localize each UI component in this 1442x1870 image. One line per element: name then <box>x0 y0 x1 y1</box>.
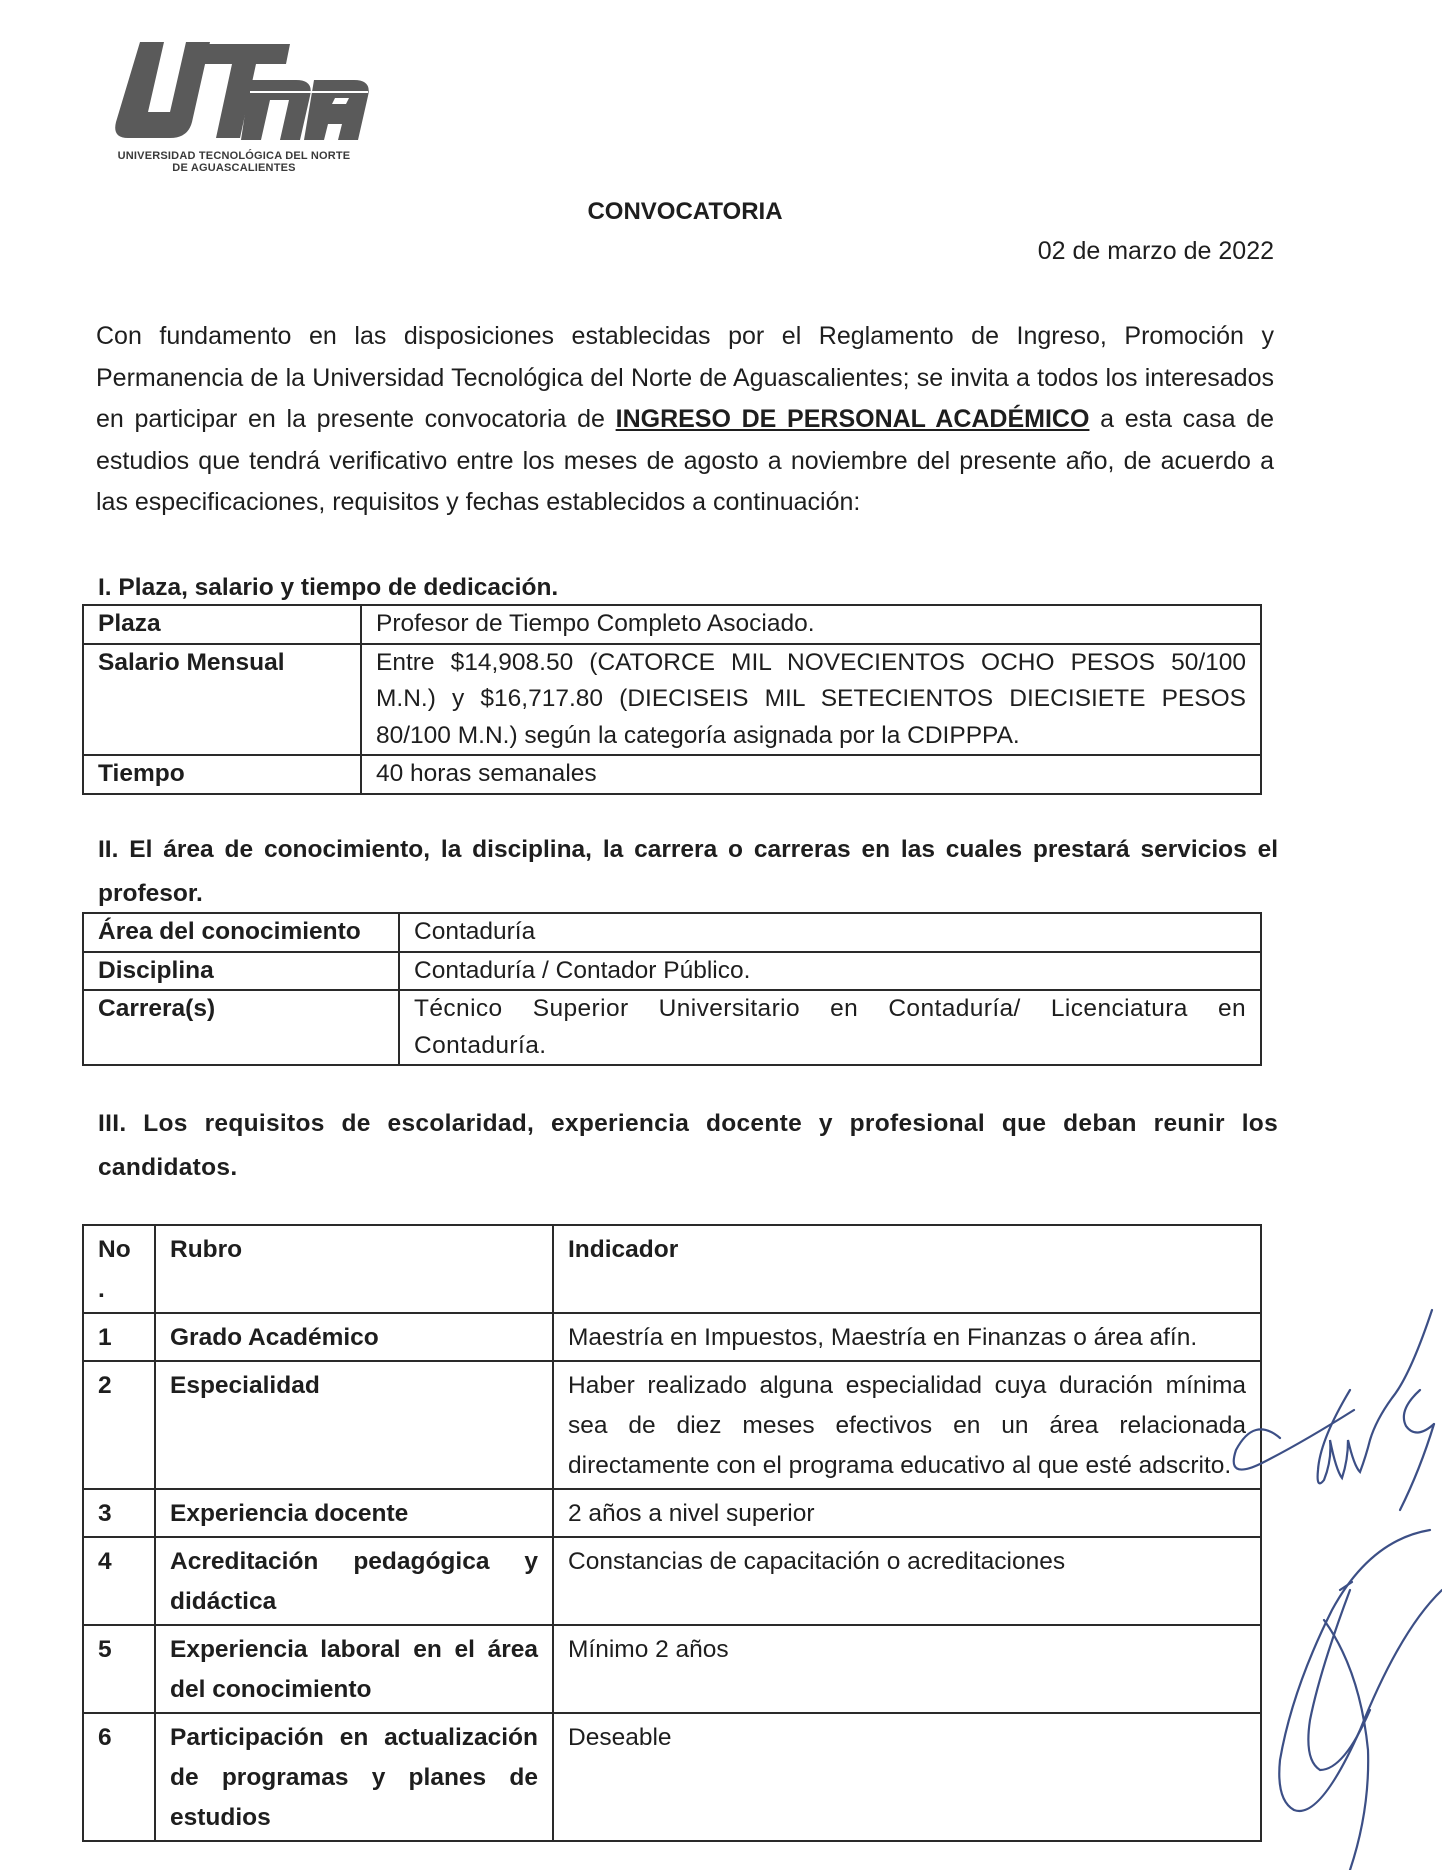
row-value: Entre $14,908.50 (CATORCE MIL NOVECIENTOS OCHO PESOS 50/100 M.N.) y $16,717.80 (DIECISEIS MIL SETECIENTOS DIECISIETE PESOS 80/100 M.N.) según la categoría asignada por la CDIPPPA. <box>361 644 1261 756</box>
table-row <box>83 755 1261 794</box>
table-row <box>83 1537 1261 1625</box>
row-value: Contaduría / Contador Público. <box>399 952 1261 991</box>
row-number: 2 <box>83 1361 155 1489</box>
table-row <box>83 644 1261 756</box>
requirements-table <box>82 1224 1262 1842</box>
row-label: Plaza <box>83 605 361 644</box>
section2-table <box>82 912 1262 1066</box>
row-label: Salario Mensual <box>83 644 361 756</box>
row-indicador: Constancias de capacitación o acreditaciones <box>553 1537 1261 1625</box>
row-value: Profesor de Tiempo Completo Asociado. <box>361 605 1261 644</box>
table-row <box>83 1625 1261 1713</box>
logo-subtitle-line1: UNIVERSIDAD TECNOLÓGICA DEL NORTE <box>117 150 351 162</box>
intro-text-start: Con fundamento en las disposiciones establecidas por el Reglamento de Ingreso, Promoción y Permanencia de la Universidad Tecnológica del Norte de Aguascalientes; se invita a todos los interesados en participar en la presente convocatoria de <box>96 322 1274 433</box>
row-rubro: Experiencia docente <box>155 1489 553 1537</box>
intro-text-end: a esta casa de estudios que tendrá verificativo entre los meses de agosto a noviembre del presente año, de acuerdo a las especificaciones, requisitos y fechas establecidos a continuación: <box>96 405 1274 516</box>
table-header-row <box>83 1225 1261 1313</box>
table-row <box>83 1713 1261 1841</box>
table-row <box>83 913 1261 952</box>
row-value: Técnico Superior Universitario en Contaduría/ Licenciatura en Contaduría. <box>399 990 1261 1065</box>
column-header-no: No . <box>83 1225 155 1313</box>
table-row <box>83 1489 1261 1537</box>
logo-subtitle <box>104 150 364 174</box>
row-label: Área del conocimiento <box>83 913 399 952</box>
document-date: 02 de marzo de 2022 <box>1037 237 1274 265</box>
row-indicador: Haber realizado alguna especialidad cuya duración mínima sea de diez meses efectivos en un área relacionada directamente con el programa educativo al que esté adscrito. <box>553 1361 1261 1489</box>
row-indicador: 2 años a nivel superior <box>553 1489 1261 1537</box>
logo-subtitle-line2: DE AGUASCALIENTES <box>172 162 296 174</box>
handwritten-signatures <box>1220 1290 1442 1870</box>
section1-heading: I. Plaza, salario y tiempo de dedicación. <box>98 574 559 601</box>
row-number: 4 <box>83 1537 155 1625</box>
row-rubro: Acreditación pedagógica y didáctica <box>155 1537 553 1625</box>
row-number: 5 <box>83 1625 155 1713</box>
table-row <box>83 1361 1261 1489</box>
row-rubro: Especialidad <box>155 1361 553 1489</box>
row-indicador: Mínimo 2 años <box>553 1625 1261 1713</box>
row-number: 1 <box>83 1313 155 1361</box>
table-row <box>83 1313 1261 1361</box>
row-label: Carrera(s) <box>83 990 399 1065</box>
row-value: Contaduría <box>399 913 1261 952</box>
row-rubro: Experiencia laboral en el área del conocimiento <box>155 1625 553 1713</box>
row-number: 6 <box>83 1713 155 1841</box>
table-row <box>83 952 1261 991</box>
row-number: 3 <box>83 1489 155 1537</box>
row-rubro: Participación en actualización de programas y planes de estudios <box>155 1713 553 1841</box>
section2-heading: II. El área de conocimiento, la disciplina, la carrera o carreras en las cuales prestará servicios el profesor. <box>98 836 1278 907</box>
utna-logo-mark <box>100 34 380 152</box>
row-label: Tiempo <box>83 755 361 794</box>
document-title: CONVOCATORIA <box>587 198 783 225</box>
intro-emphasis: INGRESO DE PERSONAL ACADÉMICO <box>615 405 1090 433</box>
intro-paragraph <box>96 316 1274 524</box>
column-header-rubro: Rubro <box>155 1225 553 1313</box>
row-rubro: Grado Académico <box>155 1313 553 1361</box>
table-row <box>83 605 1261 644</box>
row-indicador: Deseable <box>553 1713 1261 1841</box>
section1-table <box>82 604 1262 795</box>
column-header-indicador: Indicador <box>553 1225 1261 1313</box>
row-value: 40 horas semanales <box>361 755 1261 794</box>
row-indicador: Maestría en Impuestos, Maestría en Finanzas o área afín. <box>553 1313 1261 1361</box>
section3-heading: III. Los requisitos de escolaridad, experiencia docente y profesional que deban reunir los candidatos. <box>98 1110 1278 1181</box>
signature-loop <box>1279 1530 1442 1811</box>
table-row <box>83 990 1261 1065</box>
university-logo <box>100 34 380 184</box>
row-label: Disciplina <box>83 952 399 991</box>
